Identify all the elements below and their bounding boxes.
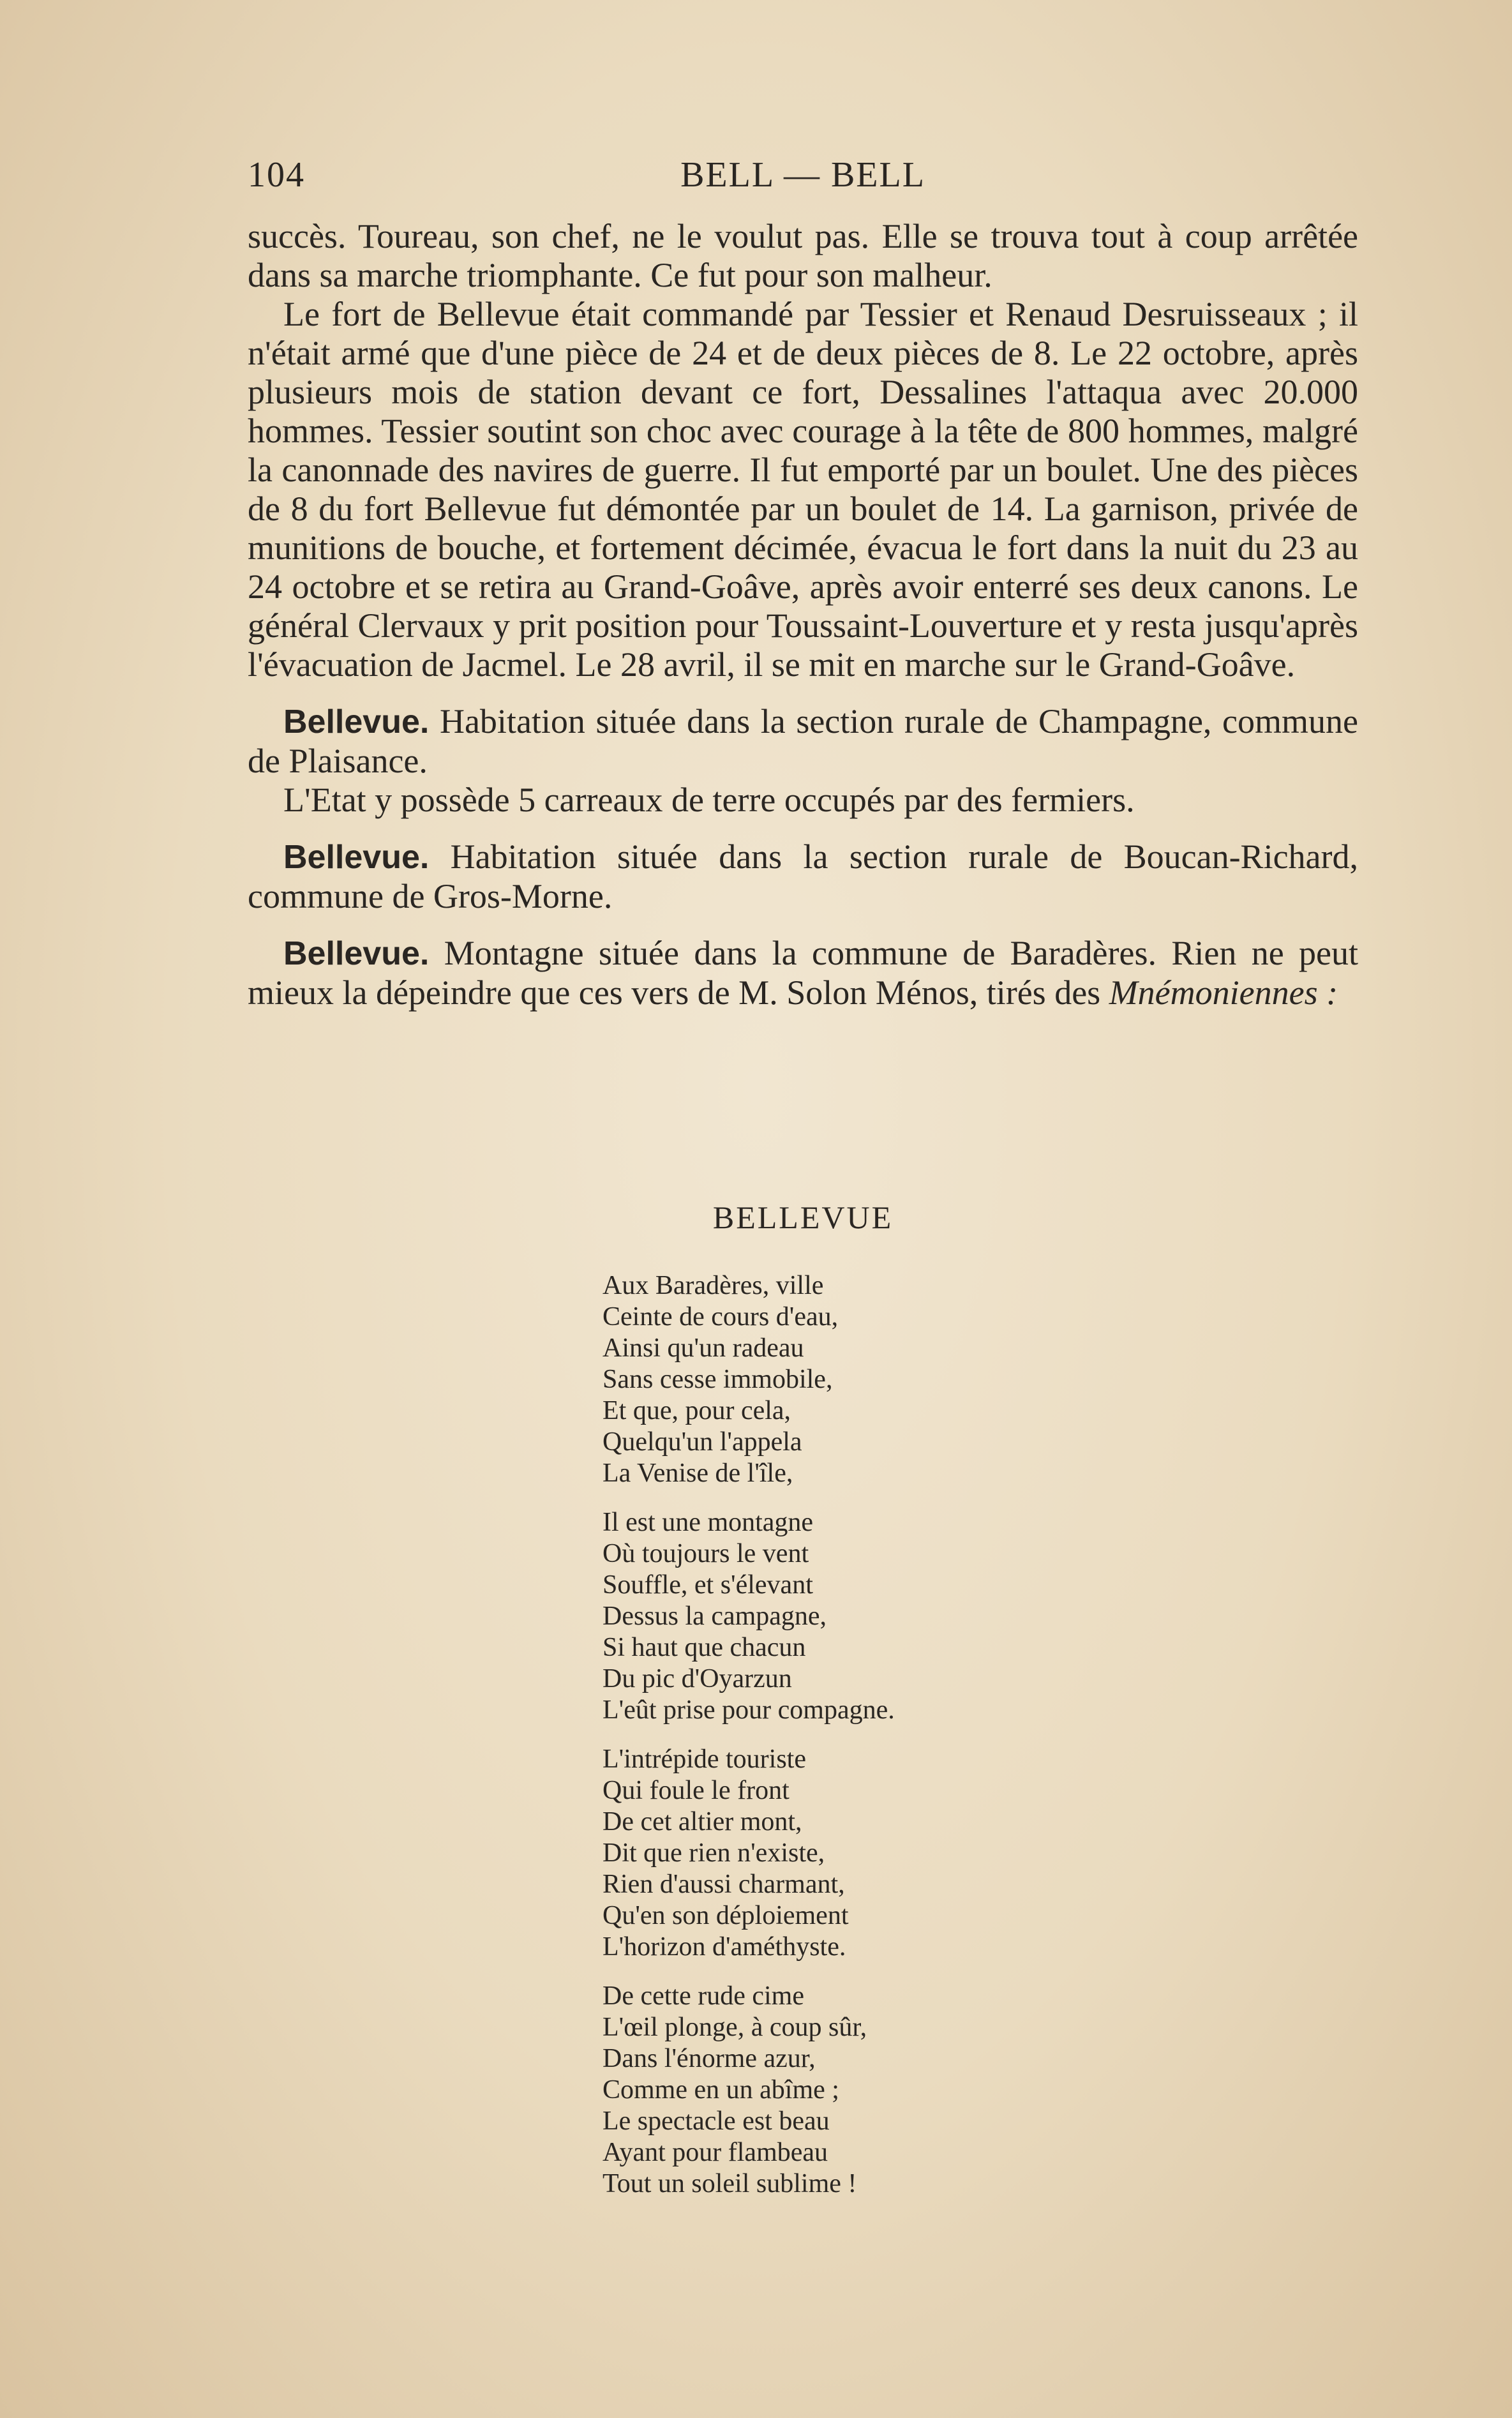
stanza-2 (603, 1507, 895, 1726)
poem-title: BELLEVUE (712, 1199, 894, 1235)
verse-line: De cet altier mont, (603, 1807, 802, 1836)
verse-line: La Venise de l'île, (603, 1459, 793, 1488)
verse-line: Aux Baradères, ville (603, 1271, 824, 1300)
verse-line: Sans cesse immobile, (603, 1365, 833, 1394)
verse-line: Rien d'aussi charmant, (603, 1870, 845, 1899)
body-text (248, 217, 1358, 1012)
entry-bellevue-plaisance (248, 702, 1358, 781)
verse-line: Souffle, et s'élevant (603, 1570, 813, 1600)
verse-line: Du pic d'Oyarzun (603, 1664, 792, 1693)
verse-line: L'horizon d'améthyste. (603, 1932, 846, 1962)
verse-line: Dit que rien n'existe, (603, 1838, 825, 1868)
page-number: 104 (248, 155, 305, 195)
verse-line: L'eût prise pour compagne. (603, 1695, 895, 1725)
verse-line: Quelqu'un l'appela (603, 1427, 802, 1457)
book-title-italic: Mnémoniennes : (1109, 973, 1338, 1012)
entry-text: Habitation située dans la section rurale de Champagne, commune de Plaisance. (248, 702, 1358, 780)
stanza-3 (603, 1744, 895, 1963)
verse-line: Qu'en son déploiement (603, 1901, 849, 1930)
verse-line: Ayant pour flambeau (603, 2138, 828, 2167)
verse-line: Tout un soleil sublime ! (603, 2169, 857, 2198)
verse-line: De cette rude cime (603, 1981, 804, 2011)
verse-line: Comme en un abîme ; (603, 2075, 839, 2105)
entry-heading: Bellevue. (283, 839, 430, 876)
verse-line: Si haut que chacun (603, 1633, 806, 1662)
verse-line: Il est une montagne (603, 1508, 814, 1537)
verse-line: Dans l'énorme azur, (603, 2044, 816, 2073)
verse-line: Où toujours le vent (603, 1539, 809, 1568)
verse-line: Dessus la campagne, (603, 1602, 827, 1631)
verse-line: Ceinte de cours d'eau, (603, 1302, 839, 1332)
verse-line: Le spectacle est beau (603, 2106, 830, 2136)
entry-bellevue-gros-morne (248, 837, 1358, 916)
verse-line: Et que, pour cela, (603, 1396, 791, 1425)
entry-text: Habitation située dans la section rurale de Boucan-Richard, commune de Gros-Morne. (248, 837, 1358, 915)
stanza-4 (603, 1981, 895, 2200)
verse-line: L'œil plonge, à coup sûr, (603, 2013, 867, 2042)
verse-line: Ainsi qu'un radeau (603, 1333, 804, 1363)
entry-bellevue-plaisance-detail: L'Etat y possède 5 carreaux de terre occupés par des fermiers. (283, 781, 1135, 819)
entry-heading: Bellevue. (283, 703, 430, 740)
running-head (248, 154, 1358, 199)
stanza-1 (603, 1270, 895, 1489)
running-title: BELL — BELL (680, 155, 925, 195)
paragraph-fort-bellevue: Le fort de Bellevue était commandé par Tessier et Renaud Desruisseaux ; il n'était armé que d'une pièce de 24 et de deux pièces de 8. Le 22 octobre, après plusieurs mois de station devant ce fort, Dessalines l'attaqua avec 20.000 hommes. Tessier soutint son choc avec courage à la tête de 800 hommes, malgré la canonnade des navires de guerre. Il fut emporté par un boulet. Une des pièces de 8 du fort Bellevue fut démontée par un boulet de 14. La garnison, privée de munitions de bouche, et fortement décimée, évacua le fort dans la nuit du 23 au 24 octobre et se retira au Grand-Goâve, après avoir enterré ses deux canons. Le général Clervaux y prit position pour Toussaint-Louverture et y resta jusqu'après l'évacuation de Jacmel. Le 28 avril, il se mit en marche sur le Grand-Goâve. (248, 295, 1358, 684)
entry-text: Montagne située dans la commune de Baradères. Rien ne peut mieux la dépeindre que ces vers de M. Solon Ménos, tirés des (248, 934, 1358, 1012)
entry-heading: Bellevue. (283, 935, 430, 972)
paragraph-continuation: succès. Toureau, son chef, ne le voulut pas. Elle se trouva tout à coup arrêtée dans sa marche triomphante. Ce fut pour son malheur. (248, 217, 1358, 294)
verse-line: L'intrépide touriste (603, 1745, 806, 1774)
entry-bellevue-montagne (248, 934, 1358, 1012)
verse-line: Qui foule le front (603, 1776, 790, 1805)
poem (603, 1270, 895, 2218)
